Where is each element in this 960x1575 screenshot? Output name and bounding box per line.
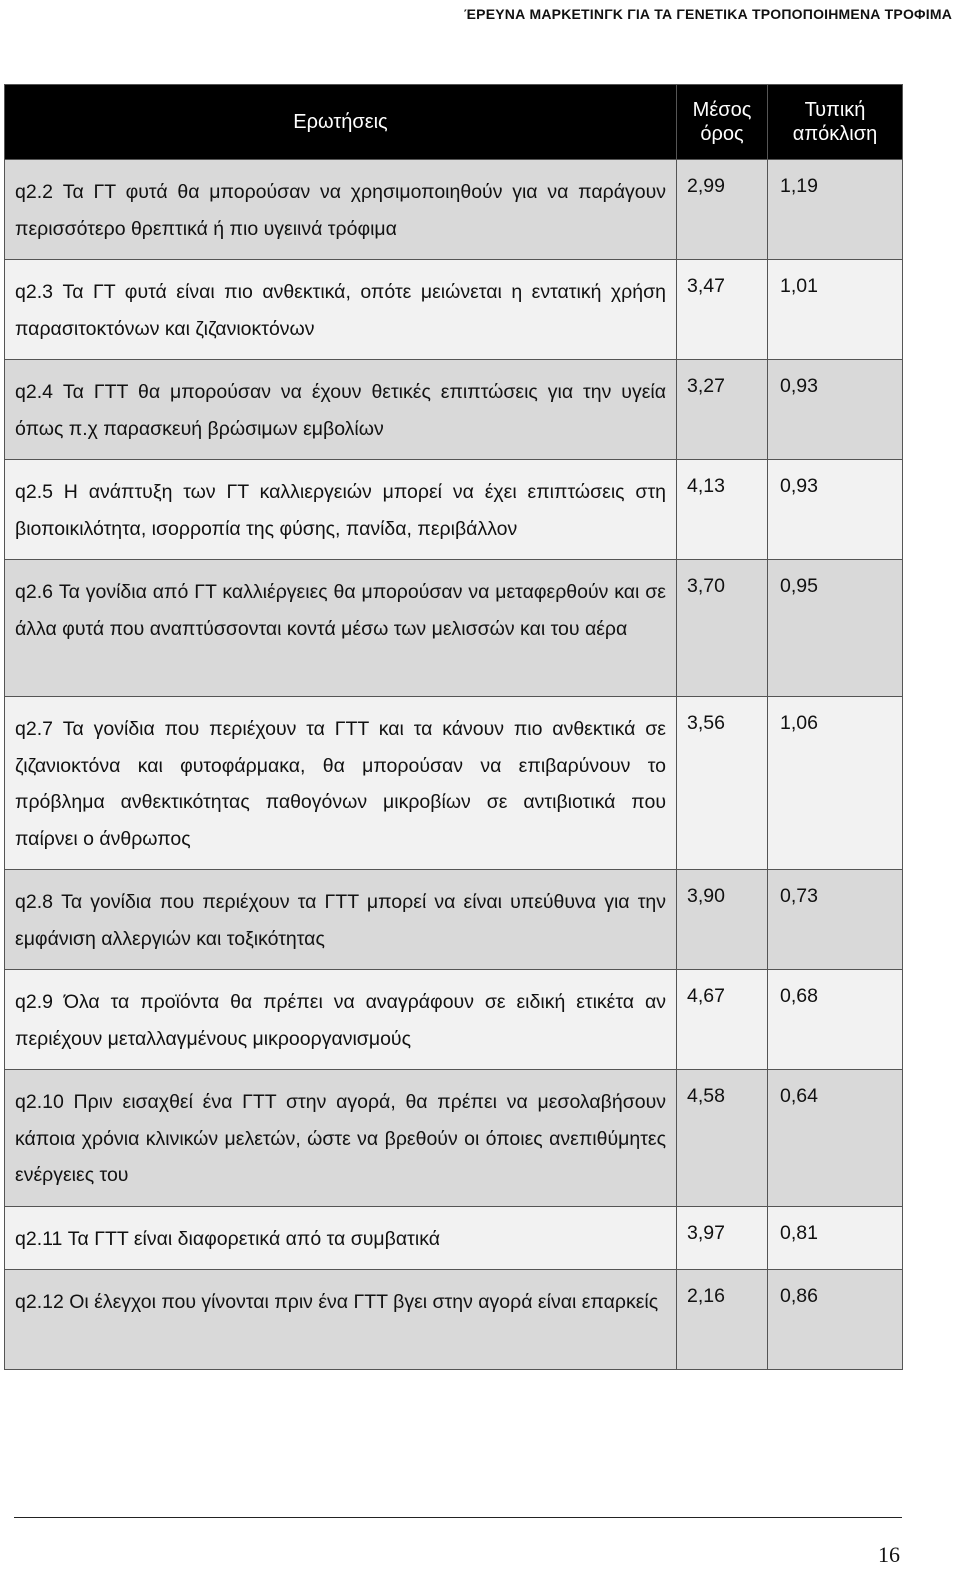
table-row xyxy=(5,970,903,1070)
question-cell: q2.11 Τα ΓΤΤ είναι διαφορετικά από τα συμβατικά xyxy=(5,1207,677,1270)
sd-cell: 0,64 xyxy=(768,1070,903,1207)
question-cell: q2.12 Οι έλεγχοι που γίνονται πριν ένα ΓΤΤ βγει στην αγορά είναι επαρκείς xyxy=(5,1270,677,1370)
running-header: ΈΡΕΥΝΑ ΜΑΡΚΕΤΙΝΓΚ ΓΙΑ ΤΑ ΓΕΝΕΤΙΚΑ ΤΡΟΠΟΠΟΙΗΜΕΝΑ ΤΡΟΦΙΜΑ xyxy=(464,6,952,22)
results-table xyxy=(4,84,903,1370)
question-cell: q2.4 Τα ΓΤΤ θα μπορούσαν να έχουν θετικές επιπτώσεις για την υγεία όπως π.χ παρασκευή βρώσιμων εμβολίων xyxy=(5,360,677,460)
mean-cell: 3,27 xyxy=(677,360,768,460)
sd-cell: 0,95 xyxy=(768,560,903,697)
sd-cell: 1,06 xyxy=(768,697,903,870)
mean-cell: 4,13 xyxy=(677,460,768,560)
mean-cell: 2,16 xyxy=(677,1270,768,1370)
question-cell: q2.2 Τα ΓΤ φυτά θα μπορούσαν να χρησιμοποιηθούν για να παράγουν περισσότερο θρεπτικά ή πιο υγειινά τρόφιμα xyxy=(5,160,677,260)
sd-cell: 0,68 xyxy=(768,970,903,1070)
mean-cell: 4,67 xyxy=(677,970,768,1070)
mean-cell: 3,56 xyxy=(677,697,768,870)
column-header-sd: Τυπική απόκλιση xyxy=(768,85,903,160)
mean-cell: 4,58 xyxy=(677,1070,768,1207)
sd-cell: 0,86 xyxy=(768,1270,903,1370)
sd-cell: 1,01 xyxy=(768,260,903,360)
table-row xyxy=(5,460,903,560)
question-cell: q2.3 Τα ΓΤ φυτά είναι πιο ανθεκτικά, οπότε μειώνεται η εντατική χρήση παρασιτοκτόνων και ζιζανιοκτόνων xyxy=(5,260,677,360)
table-row xyxy=(5,870,903,970)
table-row xyxy=(5,697,903,870)
mean-cell: 3,97 xyxy=(677,1207,768,1270)
question-cell: q2.6 Τα γονίδια από ΓΤ καλλιέργειες θα μπορούσαν να μεταφερθούν και σε άλλα φυτά που αναπτύσσονται κοντά μέσω των μελισσών και του αέρα xyxy=(5,560,677,697)
question-cell: q2.9 Όλα τα προϊόντα θα πρέπει να αναγράφουν σε ειδική ετικέτα αν περιέχουν μεταλλαγμένους μικροοργανισμούς xyxy=(5,970,677,1070)
table-row xyxy=(5,260,903,360)
table-row xyxy=(5,1070,903,1207)
mean-cell: 2,99 xyxy=(677,160,768,260)
column-header-question: Ερωτήσεις xyxy=(5,85,677,160)
table-row xyxy=(5,360,903,460)
question-cell: q2.5 Η ανάπτυξη των ΓΤ καλλιεργειών μπορεί να έχει επιπτώσεις στη βιοποικιλότητα, ισορροπία της φύσης, πανίδα, περιβάλλον xyxy=(5,460,677,560)
sd-cell: 0,81 xyxy=(768,1207,903,1270)
table-row xyxy=(5,560,903,697)
sd-cell: 0,93 xyxy=(768,360,903,460)
table-row xyxy=(5,160,903,260)
question-cell: q2.10 Πριν εισαχθεί ένα ΓΤΤ στην αγορά, θα πρέπει να μεσολαβήσουν κάποια χρόνια κλινικών μελετών, ώστε να βρεθούν οι όποιες ανεπιθύμητες ενέργειες του xyxy=(5,1070,677,1207)
question-cell: q2.8 Τα γονίδια που περιέχουν τα ΓΤΤ μπορεί να είναι υπεύθυνα για την εμφάνιση αλλεργιών και τοξικότητας xyxy=(5,870,677,970)
sd-cell: 1,19 xyxy=(768,160,903,260)
page-number: 16 xyxy=(878,1542,900,1567)
mean-cell: 3,70 xyxy=(677,560,768,697)
table-row xyxy=(5,1207,903,1270)
mean-cell: 3,47 xyxy=(677,260,768,360)
table-row xyxy=(5,1270,903,1370)
footer-divider xyxy=(14,1517,902,1518)
mean-cell: 3,90 xyxy=(677,870,768,970)
question-cell: q2.7 Τα γονίδια που περιέχουν τα ΓΤΤ και τα κάνουν πιο ανθεκτικά σε ζιζανιοκτόνα και φυτοφάρμακα, θα μπορούσαν να επιβαρύνουν το πρόβλημα ανθεκτικότητας παθογόνων μικροβίων σε αντιβιοτικά που παίρνει ο άνθρωπος xyxy=(5,697,677,870)
sd-cell: 0,93 xyxy=(768,460,903,560)
sd-cell: 0,73 xyxy=(768,870,903,970)
column-header-mean: Μέσος όρος xyxy=(677,85,768,160)
table-header-row xyxy=(5,85,903,160)
results-table-container xyxy=(4,84,902,1370)
